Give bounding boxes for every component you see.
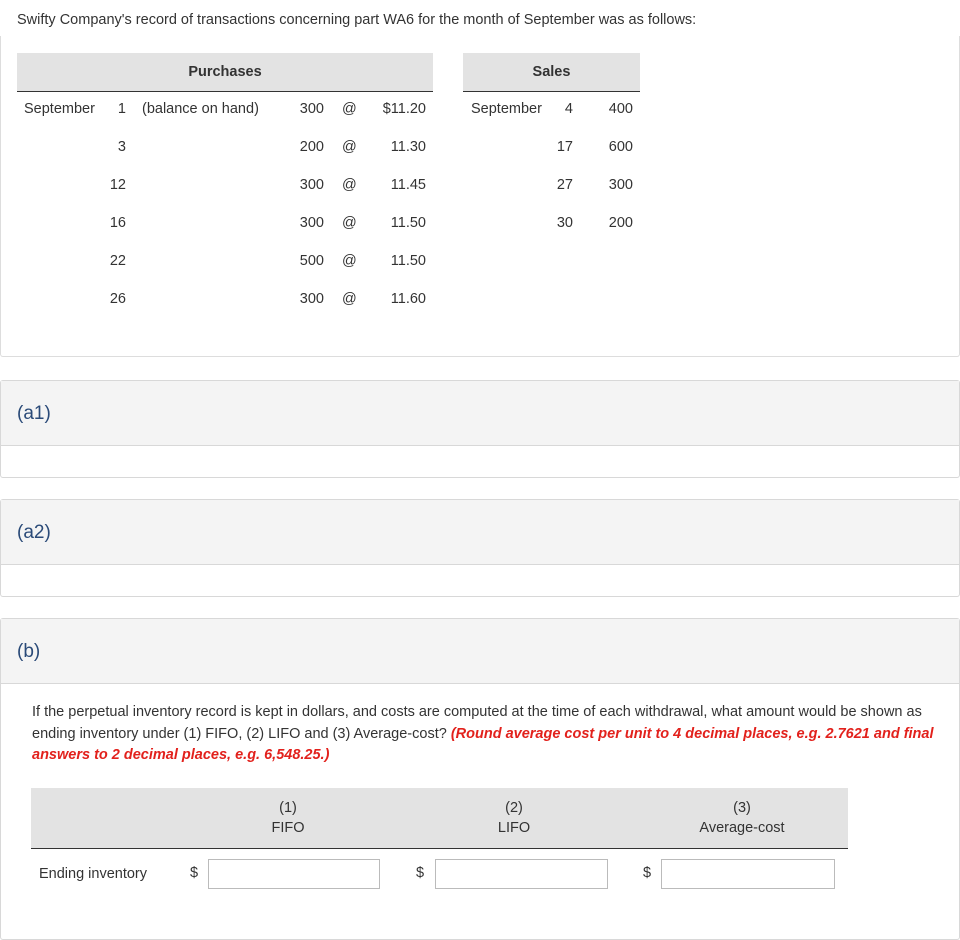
lifo-currency-symbol: $	[416, 865, 425, 881]
purchase-unit-cost: 11.50	[390, 253, 426, 269]
purchase-units: 300	[299, 215, 324, 231]
fifo-column-header	[190, 798, 386, 838]
purchase-units: 300	[299, 177, 324, 193]
sale-day: 27	[556, 177, 573, 193]
avg-currency-symbol: $	[643, 865, 652, 881]
lifo-ending-inventory-input[interactable]	[435, 859, 608, 889]
purchase-units: 300	[299, 291, 324, 307]
purchase-unit-cost: 11.30	[390, 139, 426, 155]
sale-units: 200	[608, 215, 633, 231]
lifo-column-header	[416, 798, 612, 838]
section-b	[0, 618, 960, 940]
purchase-units: 200	[299, 139, 324, 155]
sale-units: 600	[608, 139, 633, 155]
question-text	[32, 702, 937, 767]
purchase-at-sign: @	[342, 177, 357, 193]
purchase-at-sign: @	[342, 253, 357, 269]
section-a1-label: (a1)	[17, 403, 51, 424]
sale-day: 17	[556, 139, 573, 155]
purchase-at-sign: @	[342, 291, 357, 307]
fifo-column-number: (1)	[279, 800, 297, 816]
section-a1	[0, 380, 960, 478]
intro-text: Swifty Company's record of transactions concerning part WA6 for the month of September was as follows:	[17, 12, 697, 28]
rounding-hint: (Round average cost per unit to 4 decimal places, e.g. 2.7621 and final answers to 2 decimal places, e.g. 6,548.25.)	[32, 725, 934, 763]
purchase-unit-cost: 11.50	[390, 215, 426, 231]
section-b-label: (b)	[17, 641, 41, 662]
purchase-at-sign: @	[342, 139, 357, 155]
section-a2	[0, 499, 960, 597]
purchase-unit-cost: 11.45	[390, 177, 426, 193]
purchase-note: (balance on hand)	[142, 101, 259, 117]
sale-day: 4	[564, 101, 573, 117]
average-cost-ending-inventory-input[interactable]	[661, 859, 835, 889]
lifo-column-number: (2)	[505, 800, 523, 816]
sale-day: 30	[556, 215, 573, 231]
lifo-column-name: LIFO	[497, 820, 531, 836]
purchase-at-sign: @	[342, 215, 357, 231]
purchase-month: September	[24, 101, 95, 117]
purchase-day: 16	[109, 215, 126, 231]
fifo-currency-symbol: $	[190, 865, 199, 881]
purchase-day: 1	[117, 101, 126, 117]
purchase-unit-cost: $11.20	[382, 101, 426, 117]
purchase-units: 300	[299, 101, 324, 117]
purchase-units: 500	[299, 253, 324, 269]
purchase-at-sign: @	[342, 101, 357, 117]
fifo-column-name: FIFO	[271, 820, 305, 836]
fifo-ending-inventory-input[interactable]	[208, 859, 380, 889]
avg-column-number: (3)	[733, 800, 751, 816]
section-a2-label: (a2)	[17, 522, 51, 543]
sale-units: 300	[608, 177, 633, 193]
purchase-day: 26	[109, 291, 126, 307]
sales-header: Sales	[463, 53, 640, 92]
purchase-unit-cost: 11.60	[390, 291, 426, 307]
purchase-day: 22	[109, 253, 126, 269]
purchases-header: Purchases	[17, 53, 433, 92]
sale-units: 400	[608, 101, 633, 117]
ending-inventory-label: Ending inventory	[39, 866, 148, 882]
purchase-day: 3	[117, 139, 126, 155]
question-body: If the perpetual inventory record is kept in dollars, and costs are computed at the time of each withdrawal, what amount would be shown as ending inventory under (1) FIFO, (2) LIFO and (3) Average-cost?	[32, 704, 922, 742]
avg-column-name: Average-cost	[699, 820, 785, 836]
sale-month: September	[471, 101, 542, 117]
avg-column-header	[642, 798, 842, 838]
purchase-day: 12	[109, 177, 126, 193]
